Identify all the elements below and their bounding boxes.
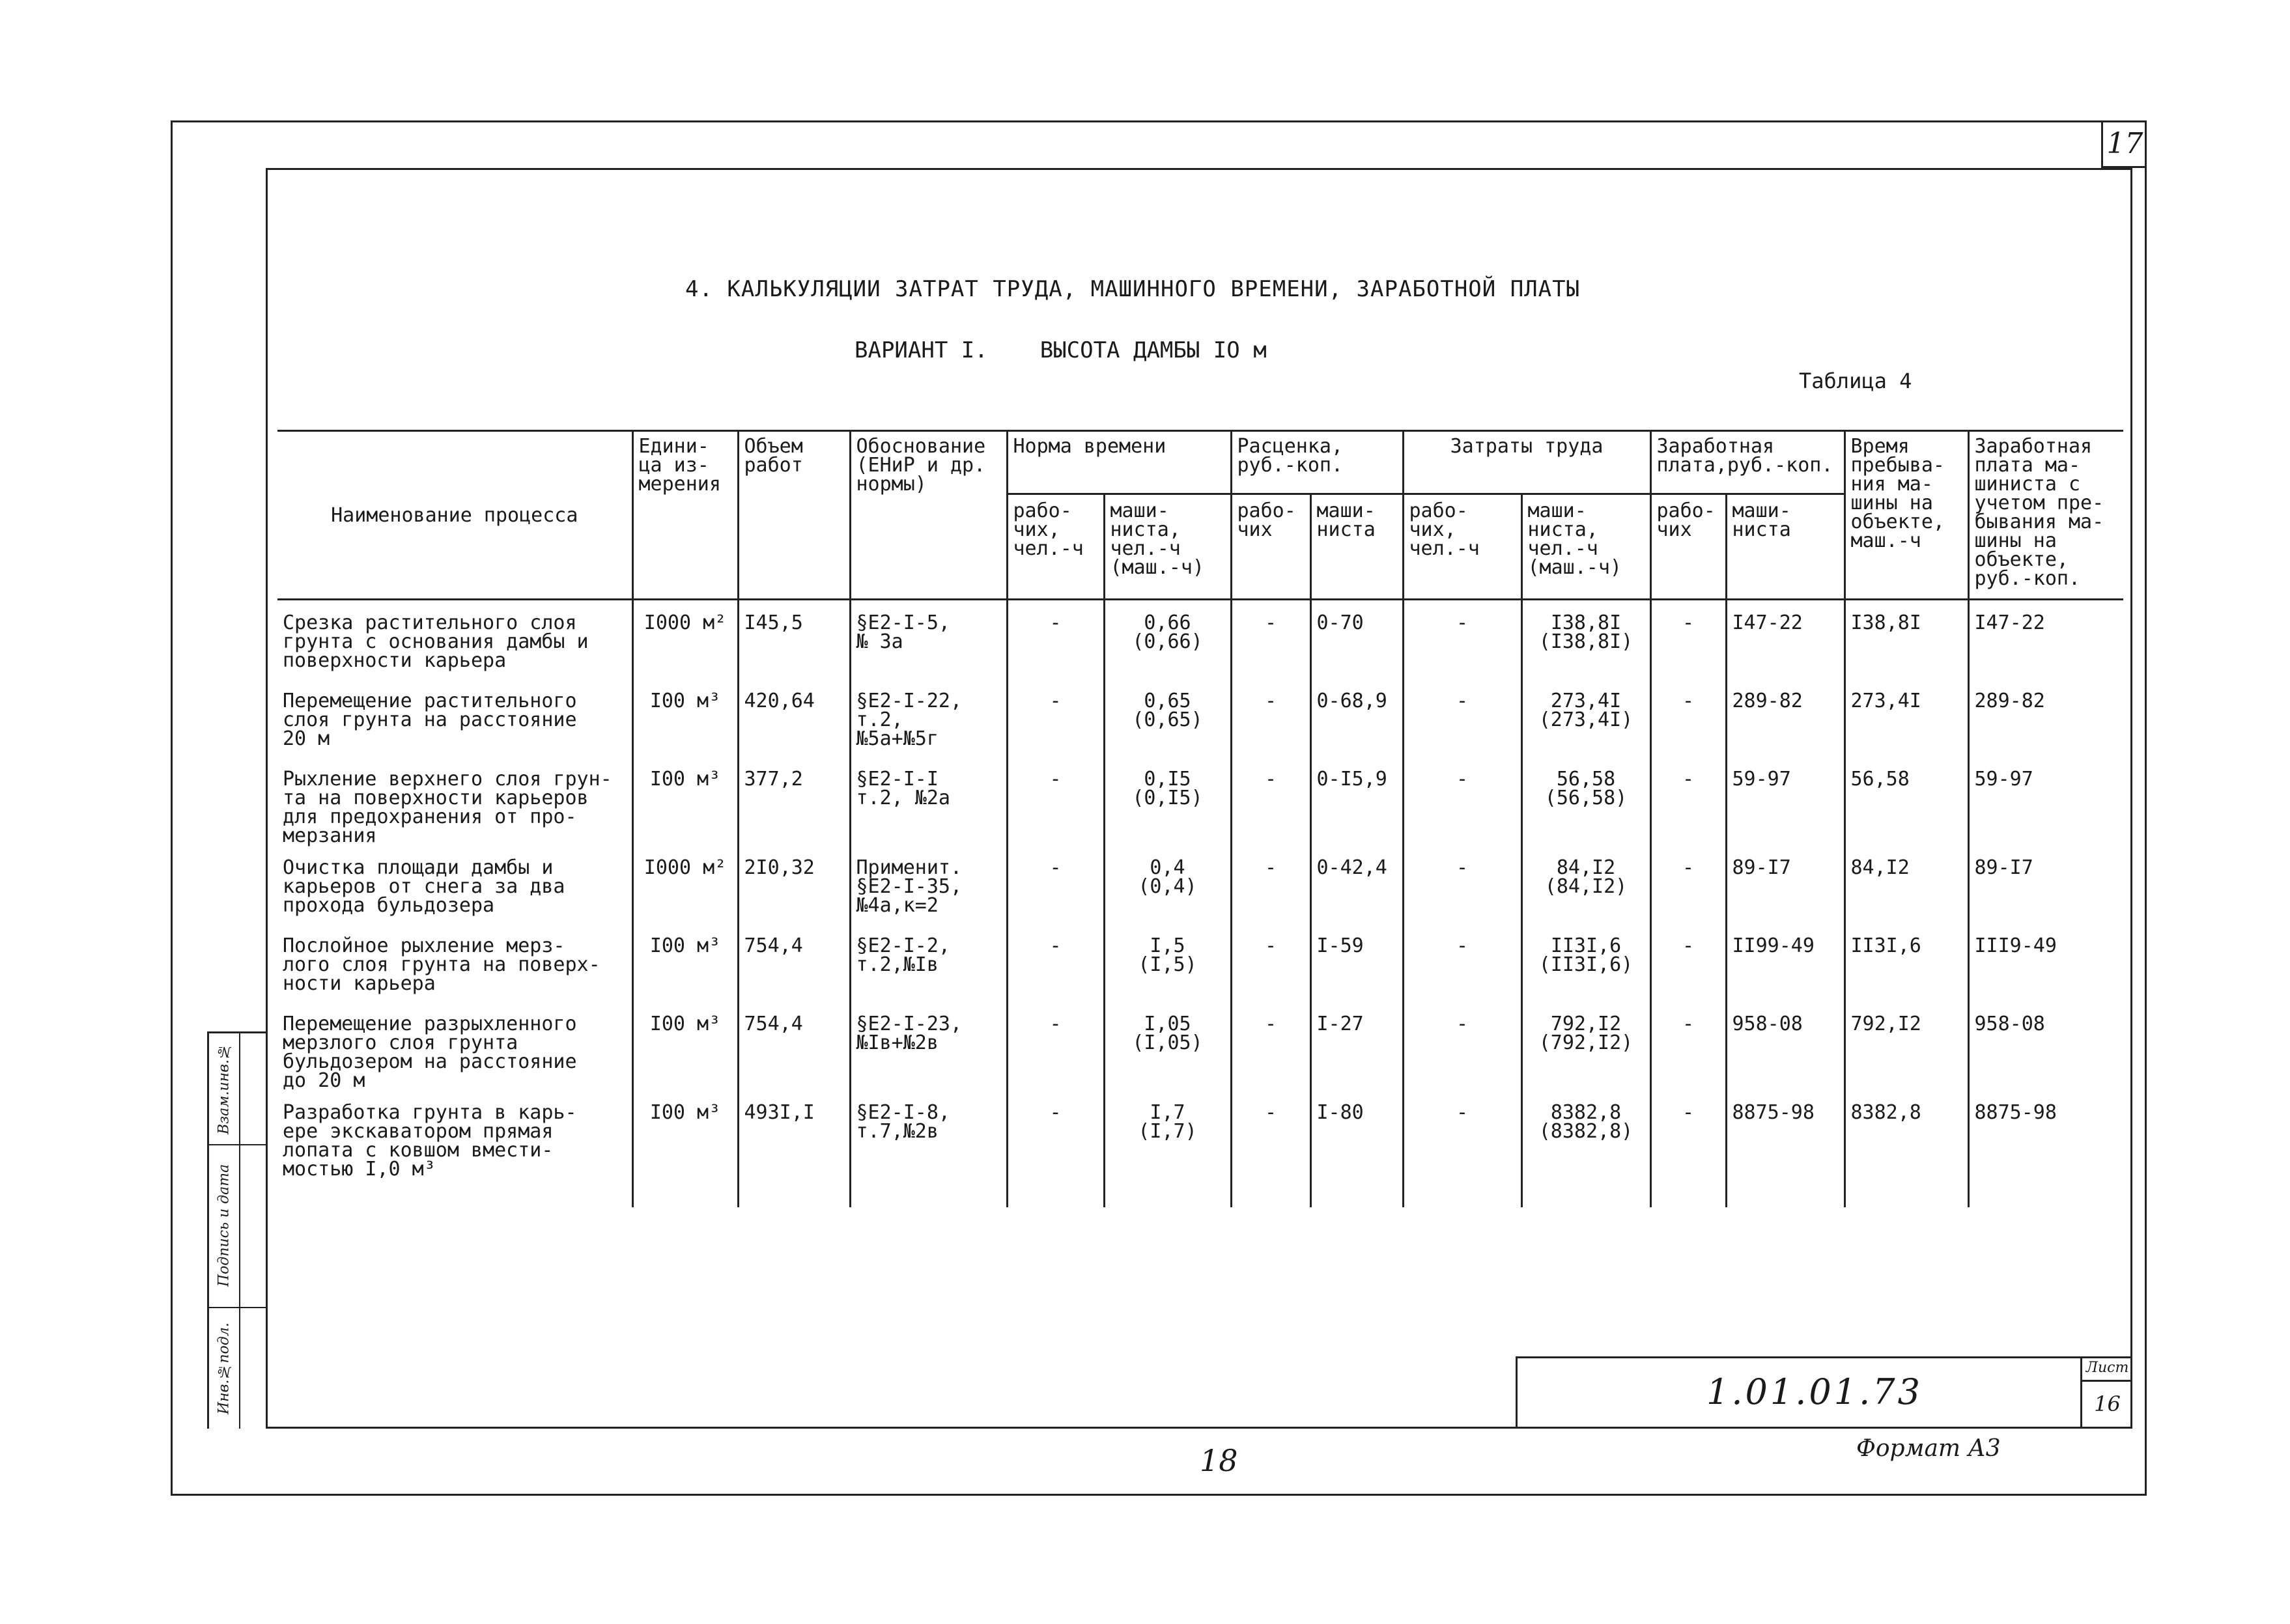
cell-labor-machinist: I38,8I (I38,8I)	[1521, 600, 1650, 686]
cell-process-name: Перемещение разрыхленного мерзлого слоя грунта бульдозером на расстояние до 20 м	[277, 1008, 632, 1097]
cell-machinist-wage: 958-08	[1968, 1008, 2123, 1097]
header-norm-time: Норма времени	[1007, 431, 1231, 494]
cell-unit: I00 м³	[632, 930, 738, 1008]
cell-rate-workers: -	[1231, 763, 1310, 852]
cell-labor-workers: -	[1403, 685, 1521, 763]
cell-norm-machinist: 0,4 (0,4)	[1104, 852, 1231, 930]
table-row	[277, 852, 2123, 930]
cell-rate-workers: -	[1231, 1008, 1310, 1097]
cell-process-name: Очистка площади дамбы и карьеров от снега за два прохода бульдозера	[277, 852, 632, 930]
cell-basis: §Е2-I-8, т.7,№2в	[850, 1097, 1007, 1207]
cell-labor-workers: -	[1403, 763, 1521, 852]
cell-norm-machinist: 0,I5 (0,I5)	[1104, 763, 1231, 852]
cell-wage-workers: -	[1650, 930, 1726, 1008]
cell-basis: §Е2-I-I т.2, №2а	[850, 763, 1007, 852]
header-machine-time: Время пребыва- ния ма- шины на объекте, маш.-ч	[1845, 431, 1968, 600]
cell-labor-machinist: 84,I2 (84,I2)	[1521, 852, 1650, 930]
cell-machinist-wage: 89-I7	[1968, 852, 2123, 930]
cell-volume: 377,2	[738, 763, 850, 852]
header-rate: Расценка, руб.-коп.	[1231, 431, 1403, 494]
page-number: 18	[1200, 1443, 1238, 1478]
cell-labor-workers: -	[1403, 852, 1521, 930]
cell-norm-workers: -	[1007, 930, 1104, 1008]
cell-unit: I00 м³	[632, 685, 738, 763]
cell-process-name: Срезка растительного слоя грунта с основания дамбы и поверхности карьера	[277, 600, 632, 686]
header-machinist-wage: Заработная плата ма- шиниста с учетом пре- бывания ма- шины на объекте, руб.-коп.	[1968, 431, 2123, 600]
cell-rate-machinist: 0-I5,9	[1310, 763, 1403, 852]
cell-norm-workers: -	[1007, 1097, 1104, 1207]
cell-volume: 754,4	[738, 930, 850, 1008]
header-volume: Объем работ	[738, 431, 850, 600]
cell-process-name: Послойное рыхление мерз- лого слоя грунта на поверх- ности карьера	[277, 930, 632, 1008]
corner-page-number: 17	[2101, 120, 2147, 168]
cell-norm-machinist: I,7 (I,7)	[1104, 1097, 1231, 1207]
variant-label: ВАРИАНТ I.	[855, 337, 988, 363]
cell-basis: §Е2-I-22, т.2, №5а+№5г	[850, 685, 1007, 763]
document-code: 1.01.01.73	[1706, 1371, 1923, 1412]
cell-unit: I00 м³	[632, 1097, 738, 1207]
cell-labor-workers: -	[1403, 930, 1521, 1008]
table-label: Таблица 4	[1799, 369, 1912, 393]
cell-wage-machinist: 59-97	[1726, 763, 1845, 852]
cell-machinist-wage: I47-22	[1968, 600, 2123, 686]
cell-machine-time: 56,58	[1845, 763, 1968, 852]
table-row	[277, 763, 2123, 852]
cell-rate-workers: -	[1231, 685, 1310, 763]
cell-norm-machinist: 0,65 (0,65)	[1104, 685, 1231, 763]
cell-norm-machinist: 0,66 (0,66)	[1104, 600, 1231, 686]
cell-machine-time: II3I,6	[1845, 930, 1968, 1008]
cell-rate-machinist: I-27	[1310, 1008, 1403, 1097]
cell-wage-workers: -	[1650, 1008, 1726, 1097]
sheet-number: 16	[2094, 1392, 2121, 1416]
cell-wage-machinist: 89-I7	[1726, 852, 1845, 930]
cell-basis: Применит. §Е2-I-35, №4а,к=2	[850, 852, 1007, 930]
cell-volume: I45,5	[738, 600, 850, 686]
cell-labor-machinist: 8382,8 (8382,8)	[1521, 1097, 1650, 1207]
cell-wage-machinist: 8875-98	[1726, 1097, 1845, 1207]
calculation-table	[277, 430, 2123, 1207]
cell-volume: 754,4	[738, 1008, 850, 1097]
cell-rate-machinist: I-59	[1310, 930, 1403, 1008]
cell-norm-workers: -	[1007, 685, 1104, 763]
sheet-box	[2080, 1356, 2132, 1429]
cell-norm-workers: -	[1007, 600, 1104, 686]
cell-labor-workers: -	[1403, 600, 1521, 686]
cell-labor-machinist: 273,4I (273,4I)	[1521, 685, 1650, 763]
header-wage: Заработная плата,руб.-коп.	[1650, 431, 1845, 494]
header-rate-machinist: маши- ниста	[1310, 494, 1403, 599]
cell-wage-machinist: 958-08	[1726, 1008, 1845, 1097]
cell-machine-time: I38,8I	[1845, 600, 1968, 686]
cell-wage-workers: -	[1650, 1097, 1726, 1207]
cell-machine-time: 792,I2	[1845, 1008, 1968, 1097]
cell-process-name: Рыхление верхнего слоя грун- та на поверхности карьеров для предохранения от про- мерзания	[277, 763, 632, 852]
sheet-label: Лист	[2082, 1356, 2132, 1382]
table-row	[277, 1097, 2123, 1207]
cell-basis: §Е2-I-23, №Iв+№2в	[850, 1008, 1007, 1097]
side-stamp	[207, 1031, 266, 1429]
table-row	[277, 600, 2123, 686]
document-title: 4. КАЛЬКУЛЯЦИИ ЗАТРАТ ТРУДА, МАШИННОГО ВРЕМЕНИ, ЗАРАБОТНОЙ ПЛАТЫ	[685, 276, 1581, 302]
stamp-podpis-data: Подпись и дата	[216, 1164, 233, 1287]
cell-rate-machinist: I-80	[1310, 1097, 1403, 1207]
header-wage-machinist: маши- ниста	[1726, 494, 1845, 599]
cell-wage-workers: -	[1650, 763, 1726, 852]
dam-height: ВЫСОТА ДАМБЫ IO м	[1039, 337, 1267, 363]
cell-rate-machinist: 0-68,9	[1310, 685, 1403, 763]
cell-labor-machinist: 792,I2 (792,I2)	[1521, 1008, 1650, 1097]
cell-labor-machinist: 56,58 (56,58)	[1521, 763, 1650, 852]
cell-machinist-wage: III9-49	[1968, 930, 2123, 1008]
cell-wage-machinist: II99-49	[1726, 930, 1845, 1008]
cell-volume: 2I0,32	[738, 852, 850, 930]
header-labor-machinist: маши- ниста, чел.-ч (маш.-ч)	[1521, 494, 1650, 599]
cell-volume: 420,64	[738, 685, 850, 763]
cell-rate-machinist: 0-70	[1310, 600, 1403, 686]
header-rate-workers: рабо- чих	[1231, 494, 1310, 599]
stamp-inv-podl: Инв.№подл.	[216, 1323, 233, 1415]
cell-wage-workers: -	[1650, 600, 1726, 686]
cell-unit: I000 м²	[632, 600, 738, 686]
cell-norm-workers: -	[1007, 1008, 1104, 1097]
cell-machine-time: 84,I2	[1845, 852, 1968, 930]
header-unit: Едини- ца из- мерения	[632, 431, 738, 600]
cell-volume: 493I,I	[738, 1097, 850, 1207]
cell-norm-machinist: I,5 (I,5)	[1104, 930, 1231, 1008]
format-label: Формат А3	[1856, 1435, 2001, 1462]
cell-unit: I00 м³	[632, 1008, 738, 1097]
header-basis: Обоснование (ЕНиР и др. нормы)	[850, 431, 1007, 600]
cell-process-name: Перемещение растительного слоя грунта на расстояние 20 м	[277, 685, 632, 763]
cell-norm-machinist: I,05 (I,05)	[1104, 1008, 1231, 1097]
header-labor: Затраты труда	[1403, 431, 1650, 494]
cell-labor-machinist: II3I,6 (II3I,6)	[1521, 930, 1650, 1008]
cell-rate-workers: -	[1231, 600, 1310, 686]
cell-norm-workers: -	[1007, 852, 1104, 930]
table-row	[277, 930, 2123, 1008]
cell-wage-machinist: I47-22	[1726, 600, 1845, 686]
cell-wage-workers: -	[1650, 685, 1726, 763]
cell-rate-workers: -	[1231, 930, 1310, 1008]
cell-basis: §Е2-I-2, т.2,№Iв	[850, 930, 1007, 1008]
header-norm-machinist: маши- ниста, чел.-ч (маш.-ч)	[1104, 494, 1231, 599]
cell-machine-time: 273,4I	[1845, 685, 1968, 763]
cell-labor-workers: -	[1403, 1097, 1521, 1207]
cell-wage-machinist: 289-82	[1726, 685, 1845, 763]
cell-rate-machinist: 0-42,4	[1310, 852, 1403, 930]
cell-unit: I000 м²	[632, 852, 738, 930]
cell-rate-workers: -	[1231, 1097, 1310, 1207]
cell-rate-workers: -	[1231, 852, 1310, 930]
cell-machinist-wage: 8875-98	[1968, 1097, 2123, 1207]
variant-line	[855, 337, 1267, 363]
table-row	[277, 685, 2123, 763]
cell-norm-workers: -	[1007, 763, 1104, 852]
header-labor-workers: рабо- чих, чел.-ч	[1403, 494, 1521, 599]
cell-machine-time: 8382,8	[1845, 1097, 1968, 1207]
cell-labor-workers: -	[1403, 1008, 1521, 1097]
cell-unit: I00 м³	[632, 763, 738, 852]
header-norm-workers: рабо- чих, чел.-ч	[1007, 494, 1104, 599]
cell-wage-workers: -	[1650, 852, 1726, 930]
stamp-vzam-inv: Взам.инв.№	[216, 1043, 233, 1134]
header-process: Наименование процесса	[277, 431, 632, 600]
cell-process-name: Разработка грунта в карь- ере экскаватором прямая лопата с ковшом вмести- мостью I,0 м³	[277, 1097, 632, 1207]
cell-machinist-wage: 59-97	[1968, 763, 2123, 852]
cell-basis: §Е2-I-5, № 3а	[850, 600, 1007, 686]
header-wage-workers: рабо- чих	[1650, 494, 1726, 599]
cell-machinist-wage: 289-82	[1968, 685, 2123, 763]
table-row	[277, 1008, 2123, 1097]
